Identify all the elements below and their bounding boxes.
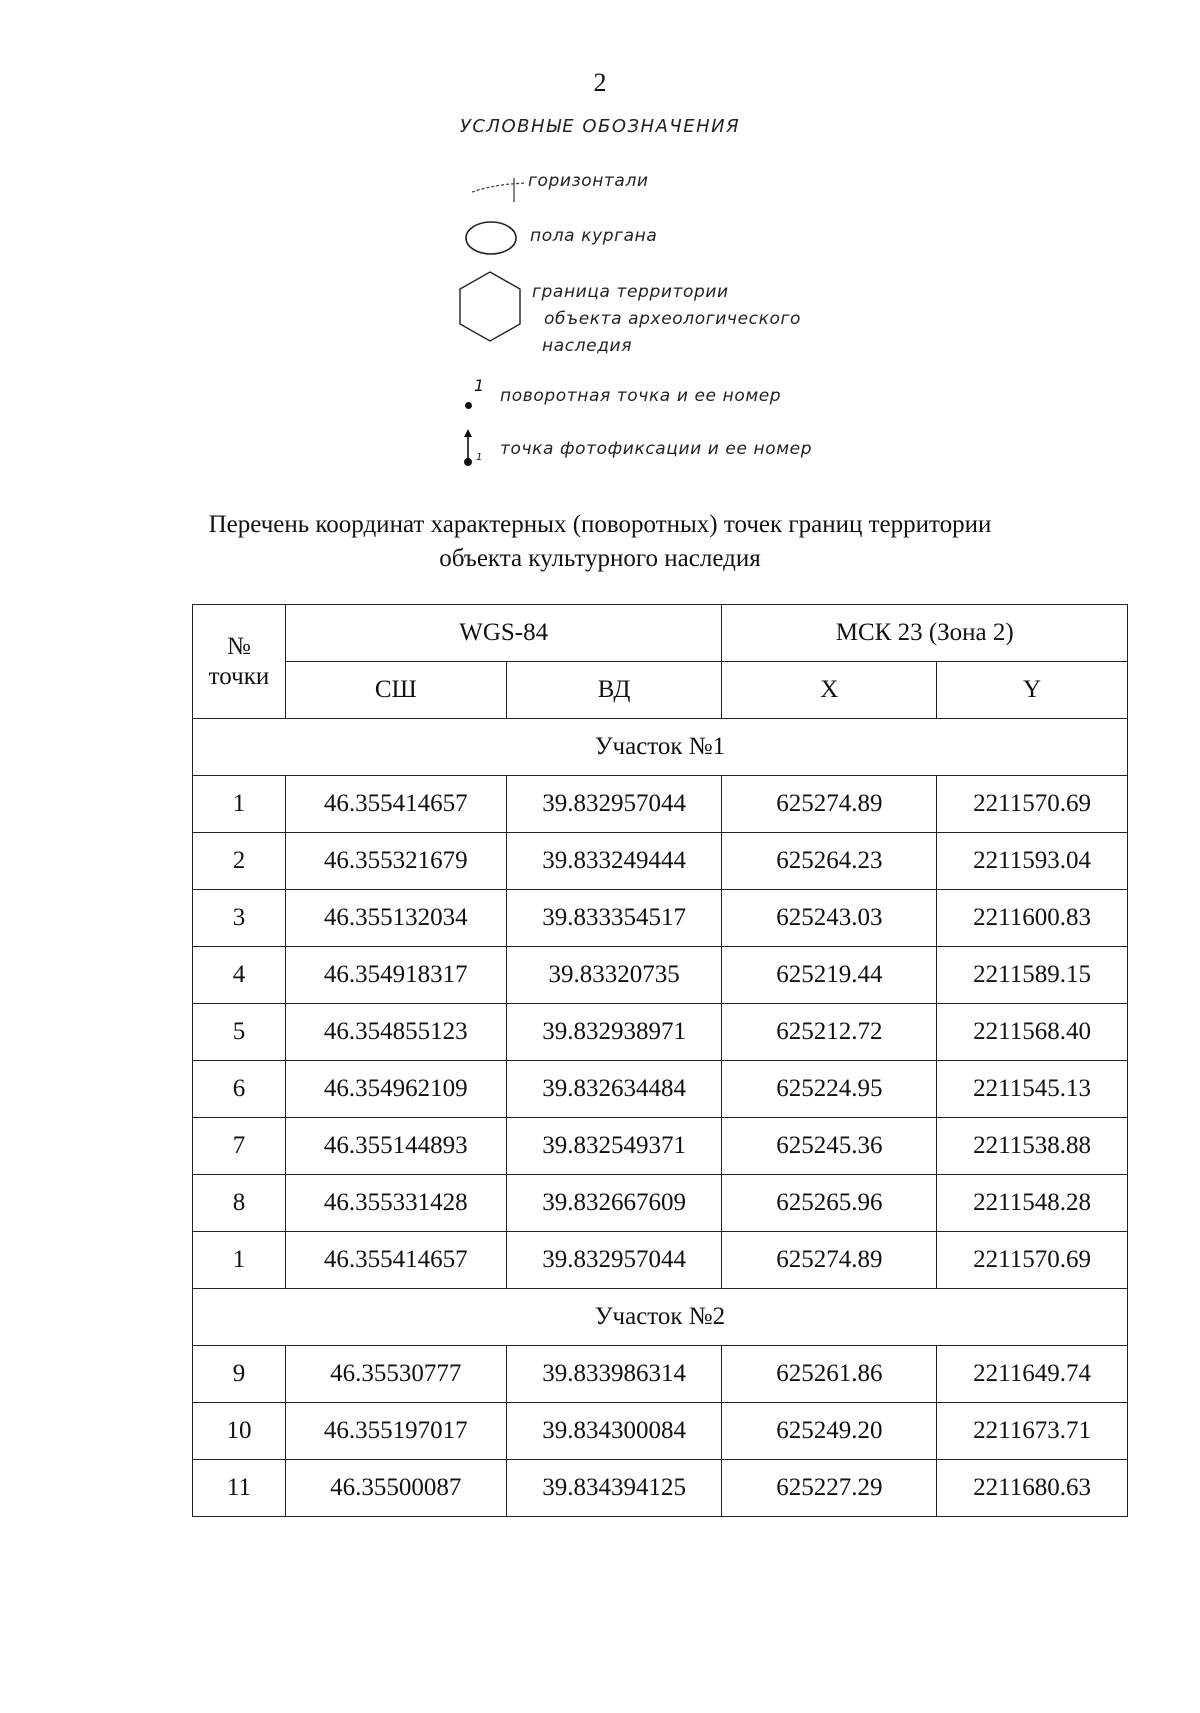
cell-lat: 46.35530777 — [285, 1346, 506, 1403]
turning-point-number: 1 — [474, 376, 485, 395]
legend-label-contours: горизонтали — [528, 171, 649, 191]
legend-label-boundary-1: граница территории — [532, 282, 729, 302]
table-row — [193, 1460, 1128, 1517]
header-lat: СШ — [285, 662, 506, 719]
cell-n: 2 — [193, 833, 286, 890]
cell-x: 625219.44 — [722, 947, 937, 1004]
table-header-row-1 — [193, 605, 1128, 662]
cell-n: 4 — [193, 947, 286, 1004]
cell-x: 625274.89 — [722, 1232, 937, 1289]
cell-lon: 39.834394125 — [506, 1460, 722, 1517]
cell-x: 625249.20 — [722, 1403, 937, 1460]
cell-lon: 39.832667609 — [506, 1175, 722, 1232]
table-row — [193, 1403, 1128, 1460]
table-row — [193, 833, 1128, 890]
cell-lon: 39.832957044 — [506, 1232, 722, 1289]
cell-y: 2211570.69 — [937, 776, 1128, 833]
header-lon: ВД — [506, 662, 722, 719]
section-title: Участок №1 — [193, 719, 1128, 776]
table-row — [193, 1175, 1128, 1232]
cell-lat: 46.355321679 — [285, 833, 506, 890]
turning-point-icon — [462, 376, 488, 412]
cell-n: 7 — [193, 1118, 286, 1175]
cell-n: 8 — [193, 1175, 286, 1232]
header-wgs84: WGS-84 — [285, 605, 722, 662]
table-title — [0, 508, 1200, 576]
cell-y: 2211600.83 — [937, 890, 1128, 947]
section-title: Участок №2 — [193, 1289, 1128, 1346]
table-row — [193, 890, 1128, 947]
cell-y: 2211568.40 — [937, 1004, 1128, 1061]
table-row — [193, 776, 1128, 833]
header-y: Y — [937, 662, 1128, 719]
cell-lat: 46.35500087 — [285, 1460, 506, 1517]
cell-lon: 39.832549371 — [506, 1118, 722, 1175]
cell-lat: 46.354918317 — [285, 947, 506, 1004]
cell-lon: 39.83320735 — [506, 947, 722, 1004]
cell-n: 3 — [193, 890, 286, 947]
header-num-word: точки — [208, 662, 270, 690]
cell-lon: 39.833249444 — [506, 833, 722, 890]
table-header-row-2 — [193, 662, 1128, 719]
cell-y: 2211680.63 — [937, 1460, 1128, 1517]
photo-point-number: 1 — [476, 452, 483, 463]
cell-lon: 39.833986314 — [506, 1346, 722, 1403]
cell-y: 2211593.04 — [937, 833, 1128, 890]
table-title-line2: объекта культурного наследия — [439, 545, 761, 572]
cell-n: 9 — [193, 1346, 286, 1403]
cell-x: 625261.86 — [722, 1346, 937, 1403]
cell-x: 625243.03 — [722, 890, 937, 947]
ellipse-icon — [462, 218, 520, 258]
cell-y: 2211589.15 — [937, 947, 1128, 1004]
coordinates-table — [192, 604, 1128, 1517]
page-number: 2 — [593, 68, 607, 97]
cell-n: 1 — [193, 1232, 286, 1289]
cell-n: 6 — [193, 1061, 286, 1118]
cell-x: 625212.72 — [722, 1004, 937, 1061]
cell-lat: 46.355132034 — [285, 890, 506, 947]
cell-x: 625224.95 — [722, 1061, 937, 1118]
header-num-symbol: № — [227, 632, 251, 660]
cell-lat: 46.355331428 — [285, 1175, 506, 1232]
legend-label-turning-point: поворотная точка и ее номер — [500, 386, 782, 406]
cell-lat: 46.355414657 — [285, 776, 506, 833]
cell-n: 5 — [193, 1004, 286, 1061]
cell-lat: 46.355197017 — [285, 1403, 506, 1460]
cell-lat: 46.355414657 — [285, 1232, 506, 1289]
cell-x: 625264.23 — [722, 833, 937, 890]
legend-title: УСЛОВНЫЕ ОБОЗНАЧЕНИЯ — [459, 116, 741, 137]
cell-y: 2211545.13 — [937, 1061, 1128, 1118]
cell-x: 625265.96 — [722, 1175, 937, 1232]
cell-lon: 39.832957044 — [506, 776, 722, 833]
table-title-line1: Перечень координат характерных (поворотных) точек границ территории — [208, 511, 992, 538]
table-row — [193, 947, 1128, 1004]
cell-y: 2211548.28 — [937, 1175, 1128, 1232]
cell-x: 625274.89 — [722, 776, 937, 833]
cell-n: 10 — [193, 1403, 286, 1460]
table-row — [193, 1232, 1128, 1289]
legend-label-boundary-3: наследия — [542, 336, 633, 356]
legend-label-mound: пола кургана — [530, 226, 658, 246]
legend-label-boundary-2: объекта археологического — [544, 309, 801, 329]
cell-lon: 39.832634484 — [506, 1061, 722, 1118]
cell-y: 2211538.88 — [937, 1118, 1128, 1175]
cell-lat: 46.355144893 — [285, 1118, 506, 1175]
table-row — [193, 1004, 1128, 1061]
cell-lon: 39.832938971 — [506, 1004, 722, 1061]
header-point-number — [193, 605, 286, 719]
cell-x: 625227.29 — [722, 1460, 937, 1517]
header-msk23: МСК 23 (Зона 2) — [722, 605, 1128, 662]
cell-n: 1 — [193, 776, 286, 833]
section-row — [193, 719, 1128, 776]
table-row — [193, 1118, 1128, 1175]
cell-y: 2211673.71 — [937, 1403, 1128, 1460]
cell-lat: 46.354855123 — [285, 1004, 506, 1061]
contour-line-icon — [470, 168, 530, 208]
header-x: X — [722, 662, 937, 719]
table-row — [193, 1061, 1128, 1118]
cell-n: 11 — [193, 1460, 286, 1517]
cell-x: 625245.36 — [722, 1118, 937, 1175]
cell-lat: 46.354962109 — [285, 1061, 506, 1118]
table-row — [193, 1346, 1128, 1403]
section-row — [193, 1289, 1128, 1346]
legend-label-photo-point: точка фотофиксации и ее номер — [500, 439, 813, 459]
cell-y: 2211649.74 — [937, 1346, 1128, 1403]
cell-lon: 39.834300084 — [506, 1403, 722, 1460]
photo-point-icon — [458, 426, 488, 470]
cell-y: 2211570.69 — [937, 1232, 1128, 1289]
cell-lon: 39.833354517 — [506, 890, 722, 947]
hexagon-icon — [454, 268, 526, 348]
